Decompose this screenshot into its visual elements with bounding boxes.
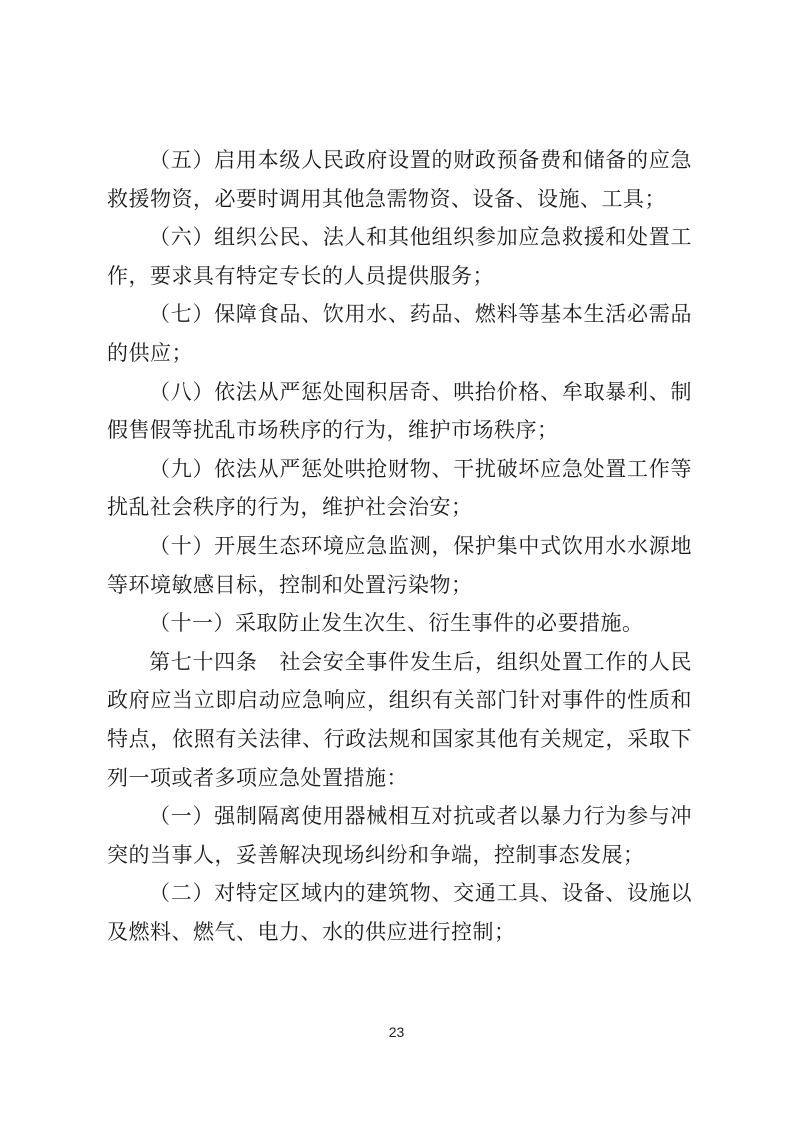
page-number: 23	[388, 1024, 405, 1040]
paragraph-item-10: （十）开展生态环境应急监测，保护集中式饮用水水源地等环境敏感目标，控制和处置污染物；	[107, 533, 692, 597]
article-74-item-1: （一）强制隔离使用器械相互对抗或者以暴力行为参与冲突的当事人，妥善解决现场纠纷和争端，控制事态发展；	[107, 804, 692, 867]
paragraph-item-8: （八）依法从严惩处囤积居奇、哄抬价格、牟取暴利、制假售假等扰乱市场秩序的行为，维护市场秩序；	[107, 379, 692, 443]
article-74-paragraph: 第七十四条 社会安全事件发生后，组织处置工作的人民政府应当立即启动应急响应，组织有关部门针对事件的性质和特点，依照有关法律、行政法规和国家其他有关规定，采取下列一项或者多项应急处置措施：	[107, 649, 692, 790]
paragraph-item-6: （六）组织公民、法人和其他组织参加应急救援和处置工作，要求具有特定专长的人员提供服务；	[107, 225, 692, 288]
paragraph-item-9: （九）依法从严惩处哄抢财物、干扰破坏应急处置工作等扰乱社会秩序的行为，维护社会治安；	[107, 456, 692, 520]
article-74-item-2: （二）对特定区域内的建筑物、交通工具、设备、设施以及燃料、燃气、电力、水的供应进行控制；	[107, 881, 692, 944]
paragraph-item-11: （十一）采取防止发生次生、衍生事件的必要措施。	[149, 611, 644, 636]
paragraph-item-5: （五）启用本级人民政府设置的财政预备费和储备的应急救援物资，必要时调用其他急需物资、设备、设施、工具；	[107, 148, 692, 211]
paragraph-item-7: （七）保障食品、饮用水、药品、燃料等基本生活必需品的供应；	[107, 302, 692, 365]
document-body	[107, 141, 692, 951]
